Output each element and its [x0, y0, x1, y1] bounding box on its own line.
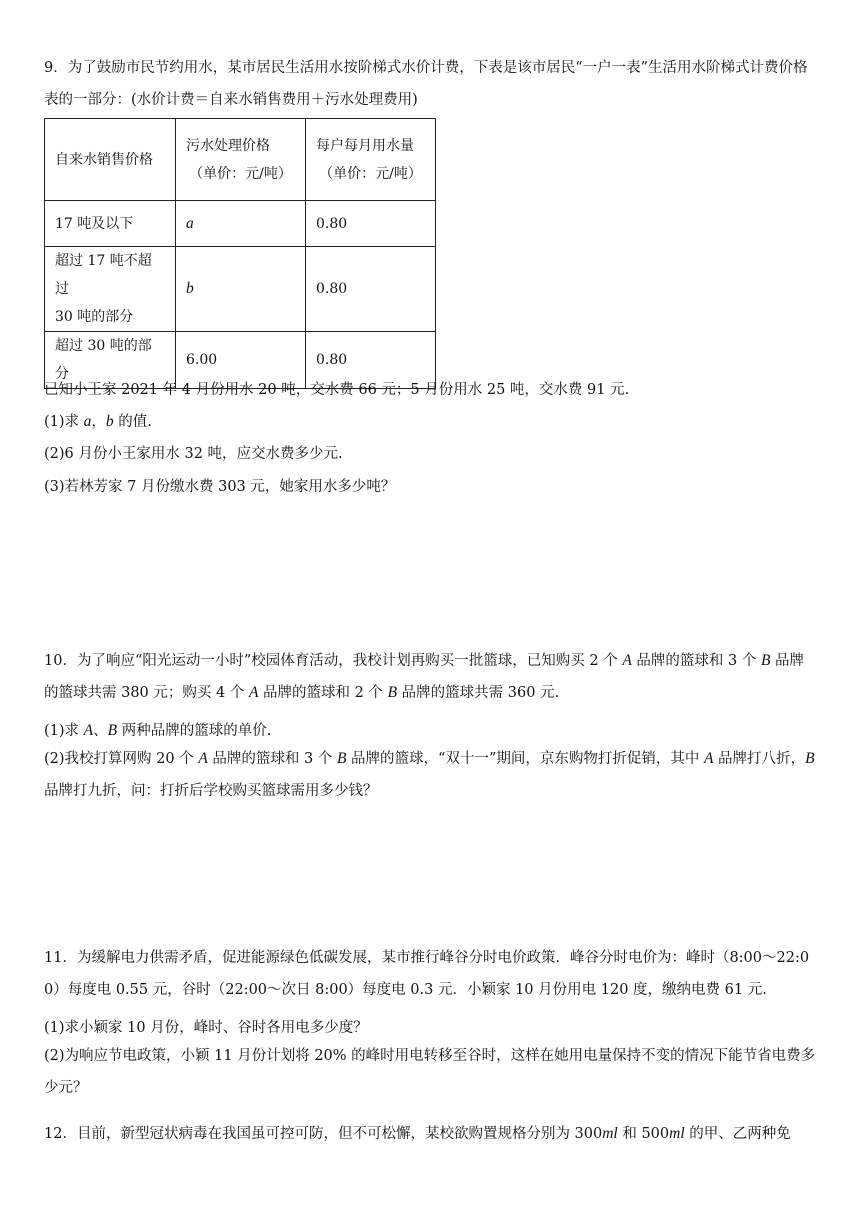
q9-sub2: (2)6 月份小王家用水 32 吨，应交水费多少元.	[44, 446, 343, 462]
table-row	[45, 201, 436, 247]
brand-b: B	[336, 750, 347, 767]
tier-cell	[45, 247, 176, 332]
variable-b: b	[186, 280, 194, 297]
q10-sub1	[44, 721, 271, 741]
q10-text-p1: 10．为了响应“阳光运动一小时”校园体育活动，我校计划再购买一批篮球，已知购买 2 个	[44, 653, 623, 669]
q12-text-p3: 的甲、乙两种免	[684, 1126, 791, 1142]
q10-sub1-suffix: 两种品牌的篮球的单价.	[117, 723, 272, 739]
q9-sub3: (3)若林芳家 7 月份缴水费 303 元，她家用水多少吨？	[44, 479, 396, 495]
sales-price-cell	[176, 201, 306, 247]
table-row	[45, 247, 436, 332]
q10-sub2-p2: 品牌的篮球和 3 个	[207, 751, 337, 767]
header-sewage-unit: （单价：元/吨）	[189, 165, 292, 182]
variable-a: a	[186, 214, 194, 232]
q11-sub1: (1)求小颖家 10 月份，峰时、谷时各用电多少度？	[44, 1020, 368, 1036]
sewage-price-cell: 0.80	[306, 201, 436, 247]
q10-sub2-p4: 品牌打八折，	[713, 751, 806, 767]
variable-b: b	[105, 413, 114, 430]
variable-a: a	[83, 413, 92, 430]
q9-given: 已知小王家 2021 年 4 月份用水 20 吨，交水费 66 元；5 月份用水 25 吨，交水费 91 元.	[44, 382, 630, 398]
q10-sub2-p1: (2)我校打算网购 20 个	[44, 751, 199, 767]
q10-sub1-mid: 、	[93, 723, 108, 739]
q9-sub1-sep: ，	[91, 414, 106, 430]
tier-line-1: 超过 17 吨不超过	[55, 253, 152, 297]
header-sewage-label: 污水处理价格	[186, 137, 270, 154]
brand-b: B	[760, 652, 771, 669]
tier-line-2: 30 吨的部分	[55, 309, 134, 325]
unit-ml: ml	[669, 1125, 685, 1142]
q10-text	[44, 645, 816, 709]
q10-text-p2: 品牌的篮球和 3 个	[631, 653, 761, 669]
water-price-table	[44, 118, 436, 389]
q11-sub2: (2)为响应节电政策，小颖 11 月份计划将 20% 的峰时用电转移至谷时，这样在她用电量保持不变的情况下能节省电费多少元？	[44, 1048, 816, 1096]
q10-sub2	[44, 743, 816, 807]
header-cell-sewage	[176, 119, 306, 201]
q9-sub1	[44, 412, 152, 432]
unit-ml: ml	[602, 1125, 618, 1142]
q12-text	[44, 1124, 791, 1144]
tier-cell: 17 吨及以下	[45, 201, 176, 247]
brand-a: A	[83, 722, 94, 739]
brand-a: A	[703, 750, 714, 767]
header-usage-label: 每户每月用水量	[316, 137, 414, 154]
q10-sub2-p5: 品牌打九折，问：打折后学校购买篮球需用多少钱？	[44, 783, 378, 799]
sewage-price-cell: 0.80	[306, 332, 436, 389]
q10-sub1-prefix: (1)求	[44, 723, 84, 739]
sales-price-cell: 6.00	[176, 332, 306, 389]
q9-sub1-suffix: 的值.	[113, 414, 152, 430]
header-sales-label: 自来水销售价格	[55, 151, 153, 168]
header-cell-sales	[45, 119, 176, 201]
brand-b: B	[805, 750, 815, 767]
q11-text: 11．为缓解电力供需矛盾，促进能源绿色低碳发展，某市推行峰谷分时电价政策．峰谷分时电价为：峰时（8:00～22:00）每度电 0.55 元，谷时（22:00～次日 8:00）每度电 0.3 元．小颖家 10 月份用电 120 度，缴纳电费 61 元.	[44, 950, 810, 998]
brand-b: B	[107, 722, 118, 739]
q9-sub1-prefix: (1)求	[44, 414, 84, 430]
brand-a: A	[248, 684, 259, 701]
q12-text-p1: 12．目前，新型冠状病毒在我国虽可控可防，但不可松懈，某校欲购置规格分别为 300	[44, 1126, 603, 1142]
sales-price-cell	[176, 247, 306, 332]
header-cell-usage	[306, 119, 436, 201]
q10-sub2-p3: 品牌的篮球，“双十一”期间，京东购物打折促销，其中	[346, 751, 704, 767]
brand-a: A	[622, 652, 632, 669]
header-usage-unit: （单价：元/吨）	[319, 165, 422, 182]
q10-text-p4: 品牌的篮球和 2 个	[258, 685, 388, 701]
sewage-price-cell: 0.80	[306, 247, 436, 332]
tier-cell: 超过 30 吨的部分	[45, 332, 176, 389]
q10-text-p5: 品牌的篮球共需 360 元.	[397, 685, 560, 701]
brand-a: A	[198, 750, 208, 767]
table-header-row	[45, 119, 436, 201]
q10-text-p3: 品牌的篮球共需 380 元；购买 4 个	[44, 653, 805, 701]
brand-b: B	[387, 684, 398, 701]
q12-text-p2: 和 500	[617, 1126, 670, 1142]
q9-intro: 9．为了鼓励市民节约用水，某市居民生活用水按阶梯式水价计费，下表是该市居民“一户一表”生活用水阶梯式计费价格表的一部分：(水价计费＝自来水销售费用＋污水处理费用)	[44, 60, 808, 108]
